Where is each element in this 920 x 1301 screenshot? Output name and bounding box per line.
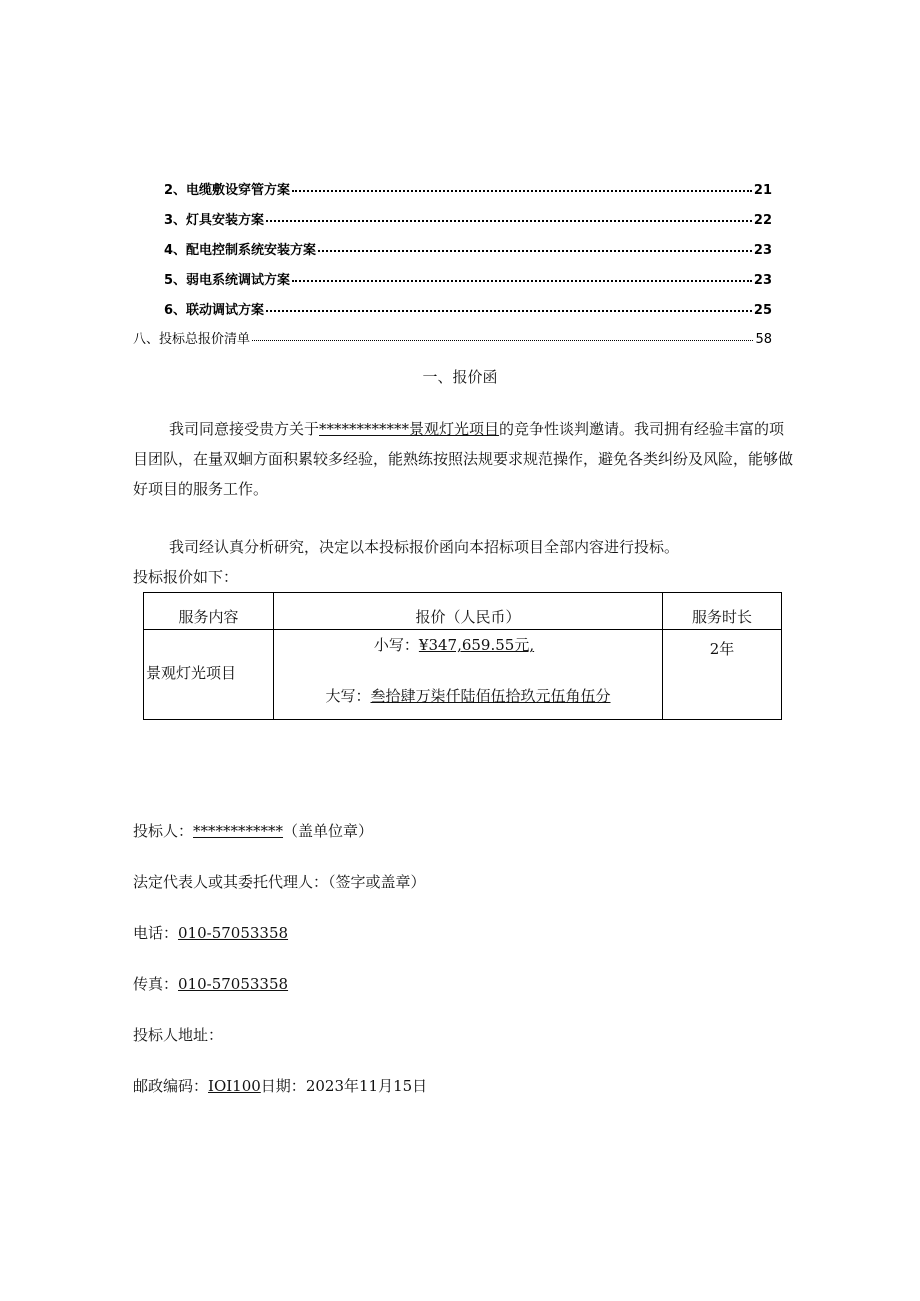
toc-entry-page: 23 bbox=[753, 243, 772, 258]
phone-number: 010-57053358 bbox=[178, 924, 289, 942]
toc-entry-cable[interactable] bbox=[164, 179, 772, 198]
toc-dot-leader bbox=[292, 279, 752, 282]
quote-intro: 投标报价如下： bbox=[133, 568, 239, 586]
price-big: 大写：叁拾肆万柒仟陆佰伍拾玖元伍角伍分 bbox=[325, 687, 611, 705]
intro-prefix: 我司同意接受贵方关于 bbox=[169, 420, 320, 438]
header-price: 报价（人民币） bbox=[274, 593, 663, 630]
decision-paragraph: 我司经认真分析研究，决定以本投标报价函向本招标项目全部内容进行投标。 bbox=[169, 538, 680, 556]
bidder-name: ************ bbox=[193, 822, 284, 840]
postcode: IOI100 bbox=[208, 1077, 261, 1095]
toc-entry-distribution[interactable] bbox=[164, 239, 772, 258]
date: 2023年11月15日 bbox=[305, 1077, 428, 1095]
bidder-line: 投标人：************（盖单位章） bbox=[133, 822, 374, 840]
toc-entry-page: 58 bbox=[755, 332, 772, 347]
toc-dot-leader bbox=[318, 249, 752, 252]
toc-entry-weak-current[interactable] bbox=[164, 269, 772, 288]
price-cell bbox=[274, 630, 663, 720]
postcode-date-line: 邮政编码：IOI100日期：2023年11月15日 bbox=[133, 1077, 428, 1095]
toc-entry-label: 6、联动调试方案 bbox=[164, 303, 265, 318]
quote-table bbox=[143, 592, 782, 720]
intro-paragraph bbox=[133, 414, 798, 504]
phone-line: 电话：010-57053358 bbox=[133, 924, 289, 942]
toc-entry-page: 22 bbox=[753, 213, 772, 228]
toc-entry-label: 5、弱电系统调试方案 bbox=[164, 273, 291, 288]
toc-entry-label: 2、电缆敷设穿管方案 bbox=[164, 183, 291, 198]
toc-entry-page: 23 bbox=[753, 273, 772, 288]
toc-entry-page: 25 bbox=[753, 303, 772, 318]
address-line: 投标人地址： bbox=[133, 1026, 224, 1044]
toc-dot-leader bbox=[292, 189, 752, 192]
fax-number: 010-57053358 bbox=[178, 975, 289, 993]
service-cell: 景观灯光项目 bbox=[144, 630, 274, 720]
toc-entry-page: 21 bbox=[753, 183, 772, 198]
project-name: ************景观灯光项目 bbox=[319, 420, 500, 438]
toc-dot-leader bbox=[266, 219, 752, 222]
section-title: 一、报价函 bbox=[422, 368, 498, 386]
toc-entry-label: 八、投标总报价清单 bbox=[133, 332, 251, 347]
toc-entry-lamps[interactable] bbox=[164, 209, 772, 228]
header-duration: 服务时长 bbox=[663, 593, 782, 630]
fax-line: 传真：010-57053358 bbox=[133, 975, 289, 993]
duration-cell: 2年 bbox=[663, 630, 782, 720]
price-big-value: 叁拾肆万柒仟陆佰伍拾玖元伍角伍分 bbox=[370, 687, 611, 705]
toc-entry-label: 4、配电控制系统安装方案 bbox=[164, 243, 317, 258]
toc-dot-leader bbox=[266, 309, 752, 312]
price-small-value: ¥347,659.55元, bbox=[418, 636, 535, 654]
toc-entry-linkage[interactable] bbox=[164, 299, 772, 318]
intro-suffix: 的竞争性谈判邀请。我司拥有经验丰富的项目团队，在量双蛔方面积累较多经验，能熟练按照法规要求规范操作，避免各类纠纷及风险，能够做好项目的服务工作。 bbox=[133, 420, 794, 498]
toc-entry-label: 3、灯具安装方案 bbox=[164, 213, 265, 228]
toc-entry-price-list[interactable] bbox=[133, 328, 772, 347]
header-service: 服务内容 bbox=[144, 593, 274, 630]
price-small: 小写：¥347,659.55元, bbox=[373, 636, 535, 654]
toc-dot-leader bbox=[252, 339, 753, 341]
representative-line: 法定代表人或其委托代理人：（签字或盖章） bbox=[133, 873, 426, 891]
